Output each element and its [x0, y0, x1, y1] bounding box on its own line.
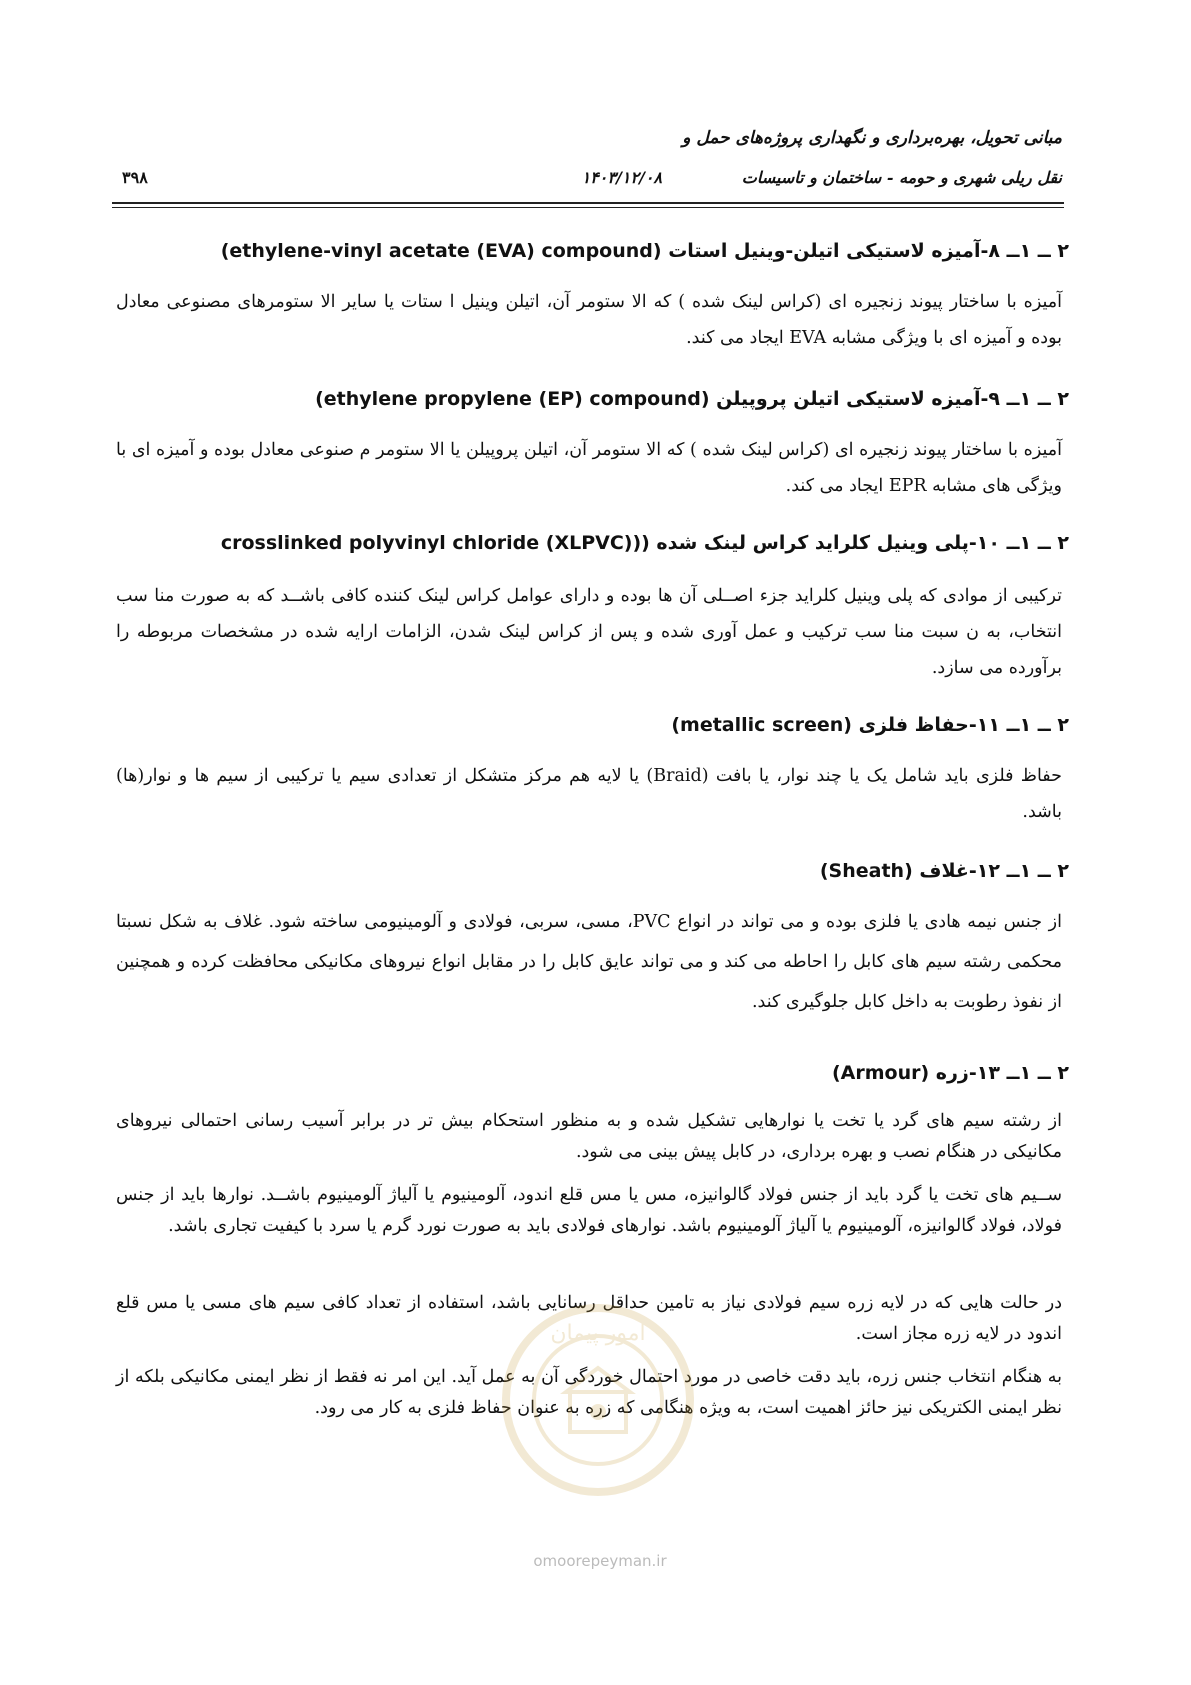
section-paragraph: از رشته سیم های گرد یا تخت یا نوارهایی تشکیل شده و به منظور استحکام بیش تر در برابر آسیب رسانی احتمالی نیروهای مکانیکی در هنگام نصب و بهره برداری، در کابل پیش بینی می شود.: [116, 1111, 1062, 1162]
section-body: حفاظ فلزی باید شامل یک یا چند نوار، یا بافت (Braid) یا لایه هم مرکز متشکل از تعدادی سیم یا ترکیبی از سیم ها و نوار(ها) باشد.: [116, 766, 1062, 822]
section-heading: ۲ ــ ۱ــ ۱۲-غلاف (Sheath): [819, 860, 1069, 882]
section-body: ترکیبی از موادی که پلی وینیل کلراید جزء اصــلی آن ها بوده و دارای عوامل کراس لینک کننده کافی باشــد که به صورت منا سب انتخاب، به ن سبت منا سب ترکیب و عمل آوری شده و پس از کراس لینک شدن، الزامات ارایه شده در مشخصات مربوطه را برآورده می سازد.: [116, 586, 1062, 678]
header-title: مبانی تحویل، بهره‌برداری و نگهداری پروژه‌های حمل و: [682, 128, 1062, 148]
section-paragraph: به هنگام انتخاب جنس زره، باید دقت خاصی در مورد احتمال خوردگی آن به عمل آید. این امر نه فقط از نظر ایمنی مکانیکی بلکه از نظر ایمنی الکتریکی نیز حائز اهمیت است، به ویژه هنگامی که زره به عنوان حفاظ فلزی به کار می رود.: [116, 1367, 1062, 1418]
section-body: از جنس نیمه هادی یا فلزی بوده و می تواند در انواع PVC، مسی، سربی، فولادی و آلومینیومی ساخته شود. غلاف به شکل نسبتا محکمی رشته سیم های کابل را احاطه می کند و می تواند عایق کابل را در مقابل انواع نیروهای مکانیکی محافظت کرده و همچنین از نفوذ رطوبت به داخل کابل جلوگیری کند.: [116, 912, 1062, 1012]
header-subtitle: نقل ریلی شهری و حومه - ساختمان و تاسیسات: [741, 168, 1062, 187]
section-paragraph: ســیم های تخت یا گرد باید از جنس فولاد گالوانیزه، مس یا مس قلع اندود، آلومینیوم یا آلیاژ آلومینیوم باشــد. نوارها باید از جنس فولاد، فولاد گالوانیزه، آلومینیوم یا آلیاژ آلومینیوم باشد. نوارهای فولادی باید به صورت نورد گرم یا سرد با کیفیت تجاری باشد.: [116, 1185, 1062, 1236]
page-number: ۳۹۸: [122, 168, 148, 187]
header-line-2: [116, 168, 1062, 194]
section-body: آمیزه با ساختار پیوند زنجیره ای (کراس لینک شده ) که الا ستومر آن، اتیلن پروپیلن یا الا ستومر م صنوعی معادل بوده و آمیزه ای با ویژگی های مشابه EPR ایجاد می کند.: [116, 440, 1062, 496]
header-rule-top: [112, 202, 1064, 204]
watermark-site: omoorepeyman.ir: [533, 1552, 667, 1570]
section-heading: ۲ ــ ۱ــ ۱۰-پلی وینیل کلراید کراس لینک شده ((crosslinked polyvinyl chloride (XLPVC): [220, 532, 1069, 554]
watermark-logo: [498, 1300, 698, 1500]
section-heading: ۲ ــ ۱ــ ۱۳-زره (Armour): [831, 1062, 1069, 1084]
header-date: ۱۴۰۳/۱۲/۰۸: [581, 168, 662, 187]
section-heading: ۲ ــ ۱ــ ۹-آمیزه لاستیکی اتیلن پروپیلن (ethylene propylene (EP) compound): [315, 388, 1069, 410]
header-rule-bottom: [112, 207, 1064, 208]
section-heading: ۲ ــ ۱ــ ۱۱-حفاظ فلزی (metallic screen): [671, 714, 1069, 736]
watermark-logo-text: امور پیمان: [550, 1321, 646, 1346]
section-heading: ۲ ــ ۱ــ ۸-آمیزه لاستیکی اتیلن-وینیل استات (ethylene-vinyl acetate (EVA) compound): [220, 240, 1069, 262]
section-body: آمیزه با ساختار پیوند زنجیره ای (کراس لینک شده ) که الا ستومر آن، اتیلن وینیل ا ستات یا سایر الا ستومرهای مصنوعی معادل بوده و آمیزه ای با ویژگی مشابه EVA ایجاد می کند.: [116, 292, 1062, 348]
section-paragraph: در حالت هایی که در لایه زره سیم فولادی نیاز به تامین حداقل رسانایی باشد، استفاده از تعداد کافی سیم های مسی یا مس قلع اندود در لایه زره مجاز است.: [116, 1293, 1062, 1344]
